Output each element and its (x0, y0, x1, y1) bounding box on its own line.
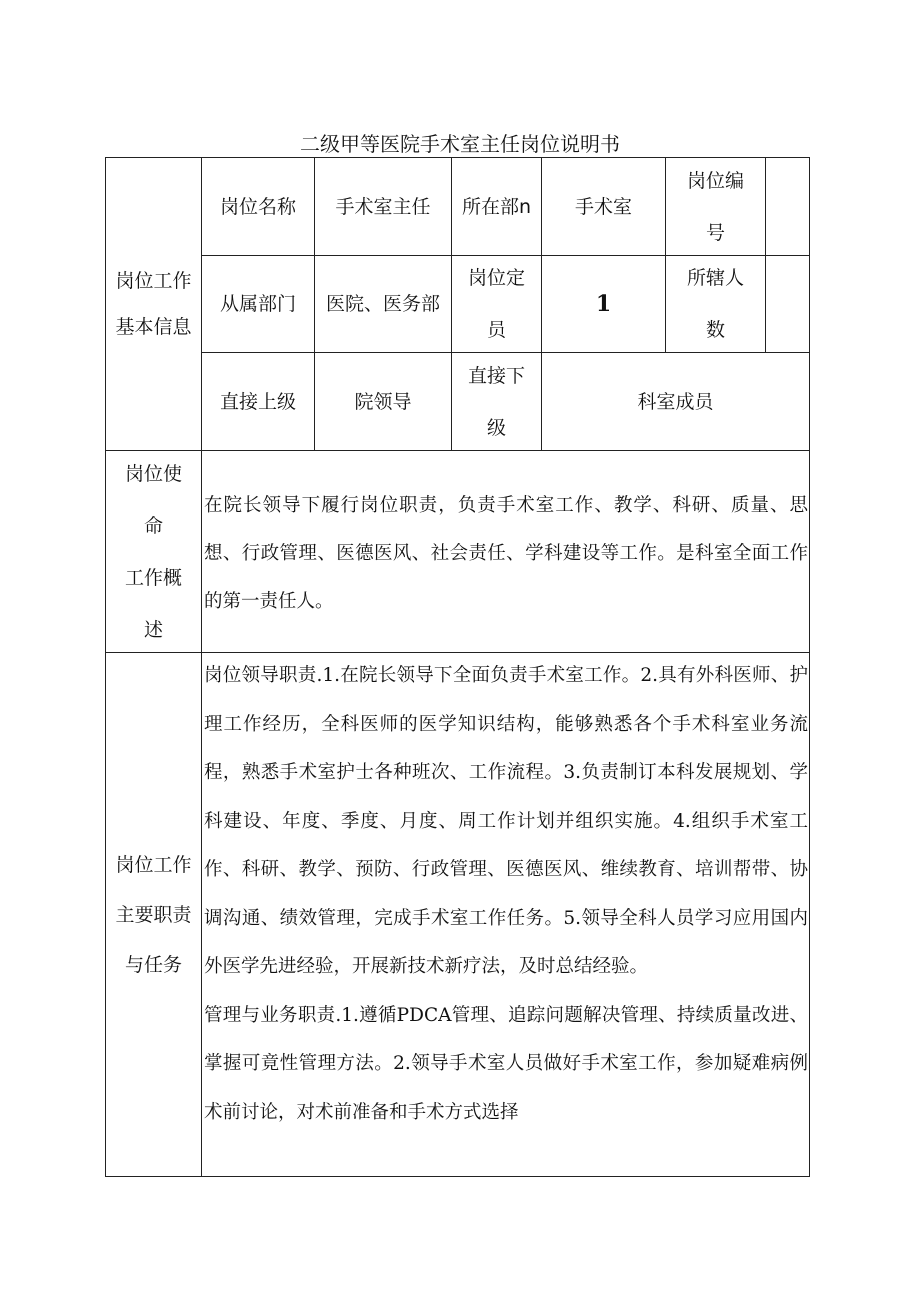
table-border-right (809, 157, 810, 1177)
label-line: 主要职责 (115, 903, 192, 926)
label-line: 与任务 (124, 953, 182, 976)
mission-text (204, 482, 808, 626)
parent-dept-value: 医院、医务部 (325, 293, 440, 315)
staff-count-label (666, 256, 765, 352)
label-line: 级 (486, 416, 506, 439)
quota-value: 1 (595, 291, 612, 317)
label-line: 员 (486, 319, 506, 341)
post-name-label: 岗位名称 (219, 195, 296, 218)
table-border-bottom (105, 1176, 810, 1177)
page-title: 二级甲等医院手术室主任岗位说明书 (300, 132, 620, 156)
duties-label (106, 653, 201, 1176)
label-line: 岗位工作 (115, 853, 192, 876)
mission-paragraph: 在院长领导下履行岗位职责，负责手术室工作、教学、科研、质量、思想、行政管理、医德医风、社会责任、学科建设等工作。是科室全面工作的第一责任人。 (204, 495, 808, 612)
duties-paragraph: 岗位领导职责.1.在院长领导下全面负责手术室工作。2.具有外科医师、护理工作经历，全科医师的医学知识结构，能够熟悉各个手术科室业务流程，熟悉手术室护士各种班次、工作流程。3.负责制订本科发展规划、学科建设、年度、季度、月度、周工作计划并组织实施。4.组织手术室工作、科研、教学、预防、行政管理、医德医风、维续教育、培训帮带、协调沟通、绩效管理，完成手术室工作任务。5.领导全科人员学习应用国内外医学先进经验，开展新技术新疗法，及时总结经验。 (204, 665, 808, 977)
subordinate-value: 科室成员 (637, 390, 714, 413)
duties-paragraph: 管理与业务职责.1.遵循PDCA管理、追踪问题解决管理、持续质量改进、掌握可竟性管理方法。2.领导手术室人员做好手术室工作，参加疑难病例术前讨论，对术前准备和手术方式选择 (204, 1004, 808, 1123)
label-line: 岗位工作 (115, 270, 192, 292)
label-line: 述 (143, 618, 163, 641)
dept-value: 手术室 (574, 195, 632, 218)
label-line: 岗位定 (467, 267, 525, 289)
label-line: 直接下 (467, 364, 525, 387)
superior-label: 直接上级 (219, 390, 296, 413)
mission-label (106, 451, 201, 652)
label-line: 岗位编 (686, 169, 744, 192)
basic-info-label (106, 255, 201, 353)
subordinate-label (452, 353, 541, 450)
label-line: 工作概 (124, 566, 182, 589)
post-no-label (666, 158, 765, 255)
table-rule (105, 450, 810, 451)
label-line: 数 (705, 319, 725, 341)
label-line: 岗位使 (124, 462, 182, 485)
superior-value: 院领导 (354, 390, 412, 413)
parent-dept-label: 从属部门 (219, 293, 296, 315)
label-line: 命 (143, 514, 163, 537)
staff-count-value (766, 256, 809, 352)
label-line: 所辖人 (686, 267, 744, 289)
post-no-value (766, 158, 809, 255)
label-line: 基本信息 (115, 316, 192, 338)
quota-label (452, 256, 541, 352)
dept-label: 所在部n (461, 195, 532, 218)
post-name-value: 手术室主任 (335, 195, 431, 218)
duties-text (204, 652, 808, 1137)
label-line: 号 (705, 221, 725, 244)
